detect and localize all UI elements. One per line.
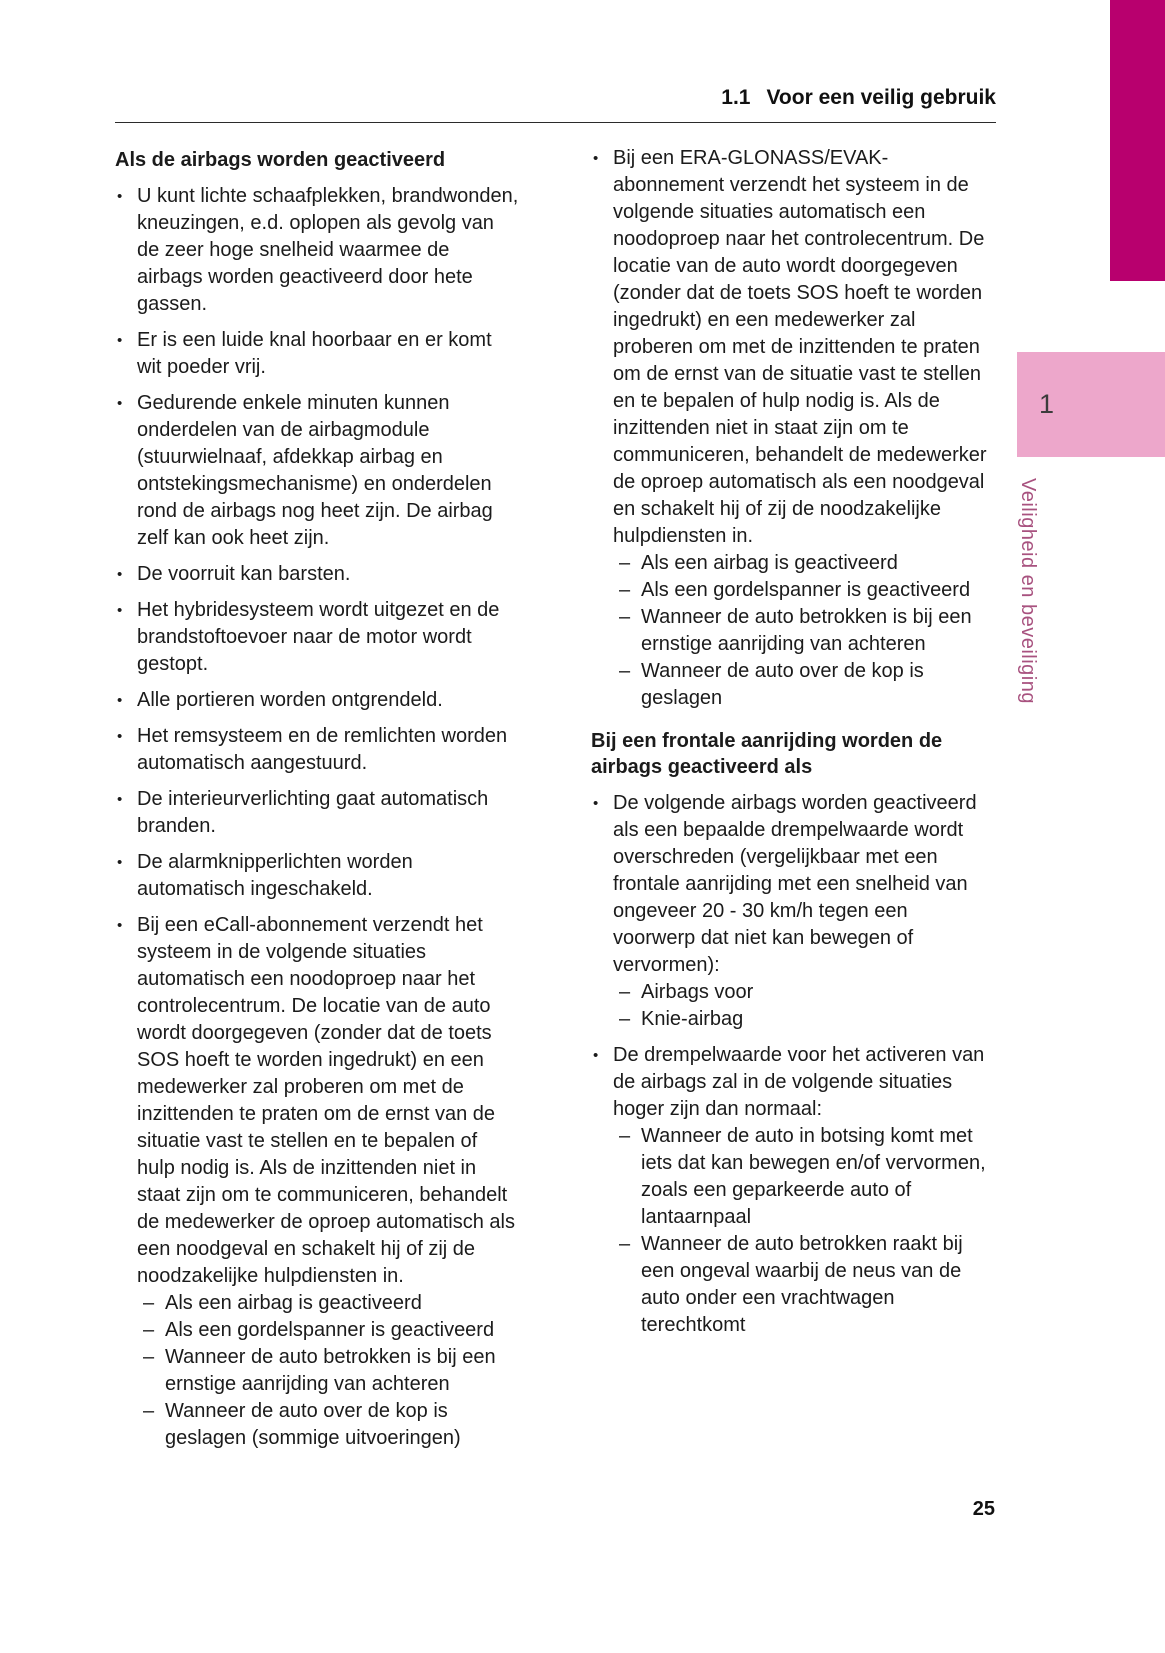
bullet-marker: • bbox=[117, 917, 123, 934]
bullet-item bbox=[115, 327, 519, 381]
chapter-accent-strip bbox=[1110, 0, 1165, 281]
bullet-marker: • bbox=[117, 791, 123, 808]
bullet-marker: • bbox=[593, 150, 599, 167]
bullet-text: U kunt lichte schaafplekken, brandwonden, kneuzingen, e.d. oplopen als gevolg van de zeer hoge snelheid waarmee de airbags worden geactiveerd door hete gassen. bbox=[137, 185, 519, 315]
bullet-item bbox=[115, 912, 519, 1452]
page-title bbox=[115, 86, 996, 123]
page-number: 25 bbox=[972, 1498, 995, 1520]
dash-subitem bbox=[143, 1290, 519, 1317]
bullet-text: De voorruit kan barsten. bbox=[137, 563, 351, 585]
bullet-body bbox=[137, 183, 519, 318]
dash-marker: – bbox=[619, 552, 631, 574]
dash-marker: – bbox=[619, 1125, 631, 1147]
bullet-text: De interieurverlichting gaat automatisch branden. bbox=[137, 788, 489, 837]
bullet-marker: • bbox=[117, 566, 123, 583]
bullet-item bbox=[115, 849, 519, 903]
bullet-body bbox=[137, 561, 519, 588]
text-columns bbox=[115, 145, 996, 1461]
dash-subitem-text: Wanneer de auto betrokken is bij een ernstige aanrijding van achteren bbox=[165, 1346, 496, 1395]
bullet-body bbox=[137, 849, 519, 903]
bullet-item bbox=[115, 390, 519, 552]
dash-marker: – bbox=[619, 981, 631, 1003]
dash-marker: – bbox=[143, 1400, 155, 1422]
dash-marker: – bbox=[619, 579, 631, 601]
bullet-body bbox=[137, 687, 519, 714]
dash-marker: – bbox=[143, 1292, 155, 1314]
bullet-text: Bij een ERA-GLONASS/EVAK-abonnement verzendt het systeem in de volgende situaties automatisch een noodoproep naar het controlecentrum. De locatie van de auto wordt doorgegeven (zonder dat de toets SOS hoeft te worden ingedrukt) en een medewerker zal proberen om met de inzittenden te praten om de ernst van de situatie vast te stellen en te bepalen of hulp nodig is. Als de inzittenden niet in staat zijn om te communiceren, behandelt de medewerker de oproep automatisch als een noodgeval en schakelt hij of zij de noodzakelijke hulpdiensten in. bbox=[613, 147, 987, 547]
bullet-body bbox=[137, 912, 519, 1452]
dash-subitem-text: Wanneer de auto in botsing komt met iets dat kan bewegen en/of vervormen, zoals een geparkeerde auto of lantaarnpaal bbox=[641, 1125, 986, 1228]
bullet-text: Het remsysteem en de remlichten worden automatisch aangestuurd. bbox=[137, 725, 508, 774]
chapter-title-vertical: Veiligheid en beveiliging bbox=[1017, 478, 1039, 704]
bullet-text: De drempelwaarde voor het activeren van de airbags zal in de volgende situaties hoger zijn dan normaal: bbox=[613, 1044, 985, 1120]
dash-subitem-text: Wanneer de auto over de kop is geslagen bbox=[641, 660, 924, 709]
dash-subitem-text: Als een airbag is geactiveerd bbox=[641, 552, 898, 574]
bullet-body bbox=[613, 790, 995, 1033]
dash-subitem bbox=[619, 550, 995, 577]
dash-subitem-text: Wanneer de auto betrokken raakt bij een ongeval waarbij de neus van de auto onder een vrachtwagen terechtkomt bbox=[641, 1233, 963, 1336]
right-column bbox=[591, 145, 995, 1461]
dash-subitem-text: Wanneer de auto over de kop is geslagen (sommige uitvoeringen) bbox=[165, 1400, 461, 1449]
bullet-marker: • bbox=[593, 795, 599, 812]
dash-marker: – bbox=[619, 1008, 631, 1030]
bullet-marker: • bbox=[117, 692, 123, 709]
dash-subitem bbox=[619, 1123, 995, 1231]
bullet-body bbox=[137, 786, 519, 840]
dash-subitem bbox=[143, 1398, 519, 1452]
dash-marker: – bbox=[143, 1346, 155, 1368]
dash-subitem bbox=[619, 577, 995, 604]
bullet-body bbox=[137, 723, 519, 777]
bullet-body bbox=[137, 327, 519, 381]
bullet-body bbox=[137, 597, 519, 678]
bullet-text: Gedurende enkele minuten kunnen onderdelen van de airbagmodule (stuurwielnaaf, afdekkap airbag en ontstekingsmechanisme) en onderdelen rond de airbags nog heet zijn. De airbag zelf kan ook heet zijn. bbox=[137, 392, 493, 549]
dash-subitem-text: Als een airbag is geactiveerd bbox=[165, 1292, 422, 1314]
bullet-marker: • bbox=[117, 728, 123, 745]
dash-marker: – bbox=[619, 606, 631, 628]
dash-subitem bbox=[619, 604, 995, 658]
bullet-item bbox=[115, 723, 519, 777]
bullet-text: Het hybridesysteem wordt uitgezet en de brandstoftoevoer naar de motor wordt gestopt. bbox=[137, 599, 500, 675]
bullet-text: Bij een eCall-abonnement verzendt het systeem in de volgende situaties automatisch een noodoproep naar het controlecentrum. De locatie van de auto wordt doorgegeven (zonder dat de toets SOS hoeft te worden ingedrukt) en een medewerker zal proberen om met de inzittenden te praten om de ernst van de situatie vast te stellen en te bepalen of hulp nodig is. Als de inzittenden niet in staat zijn om te communiceren, behandelt de medewerker de oproep automatisch als een noodgeval en schakelt hij of zij de noodzakelijke hulpdiensten in. bbox=[137, 914, 515, 1287]
dash-subitem-text: Als een gordelspanner is geactiveerd bbox=[641, 579, 971, 601]
bullet-item bbox=[115, 786, 519, 840]
dash-subitem bbox=[143, 1344, 519, 1398]
dash-subitem-text: Wanneer de auto betrokken is bij een ernstige aanrijding van achteren bbox=[641, 606, 972, 655]
bullet-item bbox=[115, 561, 519, 588]
bullet-body bbox=[613, 1042, 995, 1339]
bullet-item bbox=[591, 1042, 995, 1339]
bullet-marker: • bbox=[593, 1047, 599, 1064]
bullet-text: Er is een luide knal hoorbaar en er komt wit poeder vrij. bbox=[137, 329, 492, 378]
dash-marker: – bbox=[619, 660, 631, 682]
bullet-item bbox=[591, 790, 995, 1033]
dash-subitem bbox=[143, 1317, 519, 1344]
chapter-tab bbox=[1017, 352, 1165, 457]
bullet-text: De alarmknipperlichten worden automatisch ingeschakeld. bbox=[137, 851, 413, 900]
bullet-marker: • bbox=[117, 332, 123, 349]
bullet-marker: • bbox=[117, 602, 123, 619]
section-number: 1.1 bbox=[721, 86, 751, 109]
dash-marker: – bbox=[143, 1319, 155, 1341]
bullet-item bbox=[591, 145, 995, 712]
dash-subitem-text: Als een gordelspanner is geactiveerd bbox=[165, 1319, 495, 1341]
bullet-body bbox=[137, 390, 519, 552]
bullet-text: De volgende airbags worden geactiveerd als een bepaalde drempelwaarde wordt overschreden (vergelijkbaar met een frontale aanrijding met een snelheid van ongeveer 20 - 30 km/h tegen een voorwerp dat niet kan bewegen of vervormen): bbox=[613, 792, 977, 976]
dash-subitem bbox=[619, 1231, 995, 1339]
dash-subitem bbox=[619, 658, 995, 712]
section-title: Voor een veilig gebruik bbox=[766, 86, 996, 109]
chapter-number: 1 bbox=[1039, 389, 1055, 419]
bullet-body bbox=[613, 145, 995, 712]
bullet-item bbox=[115, 687, 519, 714]
bullet-item bbox=[115, 597, 519, 678]
bullet-marker: • bbox=[117, 854, 123, 871]
section-heading: Bij een frontale aanrijding worden de airbags geactiveerd als bbox=[591, 730, 943, 778]
bullet-marker: • bbox=[117, 395, 123, 412]
bullet-marker: • bbox=[117, 188, 123, 205]
dash-subitem-text: Airbags voor bbox=[641, 981, 754, 1003]
dash-marker: – bbox=[619, 1233, 631, 1255]
dash-subitem bbox=[619, 979, 995, 1006]
left-column bbox=[115, 145, 519, 1461]
dash-subitem bbox=[619, 1006, 995, 1033]
bullet-text: Alle portieren worden ontgrendeld. bbox=[137, 689, 443, 711]
section-heading: Als de airbags worden geactiveerd bbox=[115, 149, 446, 171]
dash-subitem-text: Knie-airbag bbox=[641, 1008, 744, 1030]
page-content bbox=[115, 86, 996, 1461]
bullet-item bbox=[115, 183, 519, 318]
